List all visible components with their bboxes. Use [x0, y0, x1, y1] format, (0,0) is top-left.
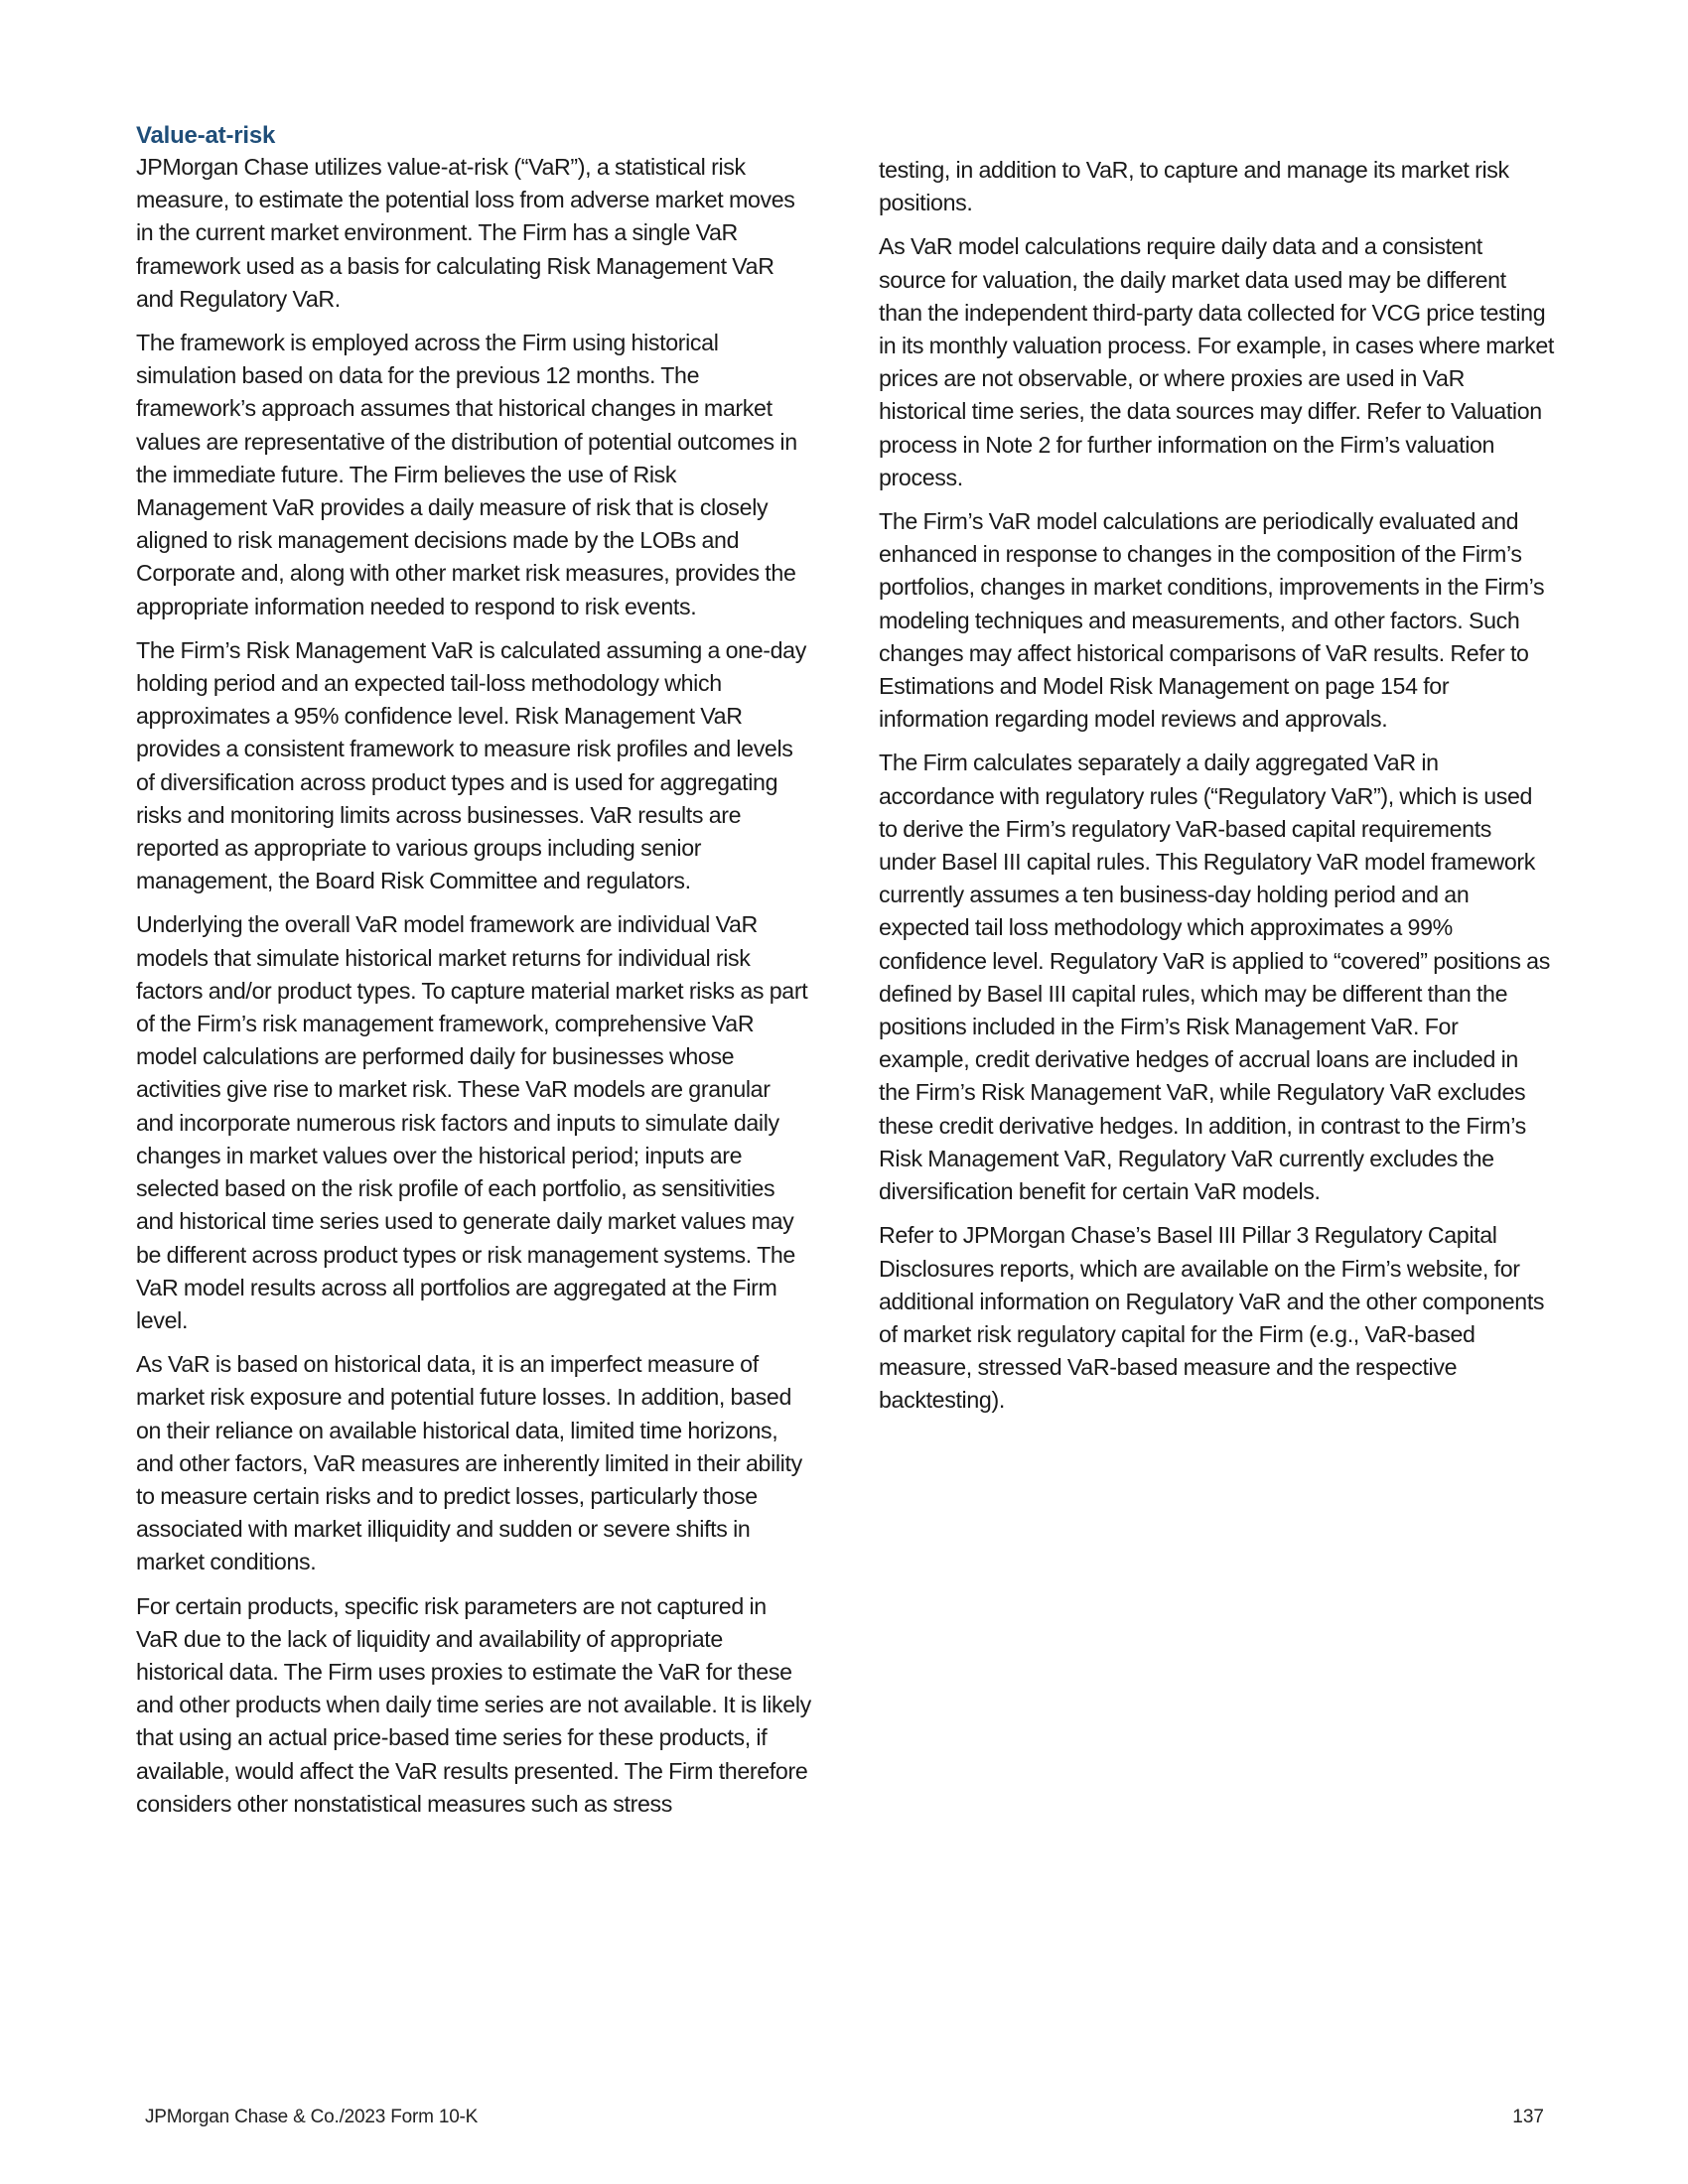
paragraph-var-overview: JPMorgan Chase utilizes value-at-risk (“VaR”), a statistical risk measure, to estimate the potential loss from adverse market moves in the current market environment. The Firm has a single VaR framework used as a basis for calculating Risk Management VaR and Regulatory VaR. [136, 154, 795, 312]
right-column [879, 154, 1554, 1429]
paragraph-model-evaluation: The Firm’s VaR model calculations are periodically evaluated and enhanced in response to changes in the composition of the Firm’s portfolios, changes in market conditions, improvements in the Firm’s modeling techniques and measurements, and other factors. Such changes may affect historical comparisons of VaR results. Refer to Estimations and Model Risk Management on page 154 for information regarding model reviews and approvals. [879, 508, 1545, 733]
left-column [136, 121, 811, 1832]
paragraph-regulatory-var: The Firm calculates separately a daily aggregated VaR in accordance with regulatory rules (“Regulatory VaR”), which is used to derive the Firm’s regulatory VaR-based capital requirements under Basel III capital rules. This Regulatory VaR model framework currently assumes a ten business-day holding period and an expected tail loss methodology which approximates a 99% confidence level. Regulatory VaR is applied to “covered” positions as defined by Basel III capital rules, which may be different than the positions included in the Firm’s Risk Management VaR. For example, credit derivative hedges of accrual loans are included in the Firm’s Risk Management VaR, while Regulatory VaR excludes these credit derivative hedges. In addition, in contrast to the Firm’s Risk Management VaR, Regulatory VaR currently excludes the diversification benefit for certain VaR models. [879, 750, 1550, 1205]
paragraph-risk-management-var: The Firm’s Risk Management VaR is calculated assuming a one-day holding period and an expected tail-loss methodology which approximates a 95% confidence level. Risk Management VaR provides a consistent framework to measure risk profiles and levels of diversification across product types and is used for aggregating risks and monitoring limits across businesses. VaR results are reported as appropriate to various groups including senior management, the Board Risk Committee and regulators. [136, 636, 806, 894]
paragraph-individual-var-models: Underlying the overall VaR model framework are individual VaR models that simulate historical market returns for individual risk factors and/or product types. To capture material market risks as part of the Firm’s risk management framework, comprehensive VaR model calculations are performed daily for businesses whose activities give rise to market risk. These VaR models are granular and incorporate numerous risk factors and inputs to simulate daily changes in market values over the historical period; inputs are selected based on the risk profile of each portfolio, as sensitivities and historical time series used to generate daily market values may be different across product types or risk management systems. The VaR model results across all portfolios are aggregated at the Firm level. [136, 911, 808, 1333]
paragraph-proxies: For certain products, specific risk parameters are not captured in VaR due to the lack of liquidity and availability of appropriate historical data. The Firm uses proxies to estimate the VaR for these and other products when daily time series are not available. It is likely that using an actual price-based time series for these products, if available, would affect the VaR results presented. The Firm therefore considers other nonstatistical measures such as stress [136, 1592, 811, 1817]
paragraph-pillar3-reference: Refer to JPMorgan Chase’s Basel III Pillar 3 Regulatory Capital Disclosures reports, which are available on the Firm’s website, for additional information on Regulatory VaR and the other components of market risk regulatory capital for the Firm (e.g., VaR-based measure, stressed VaR-based measure and the respective backtesting). [879, 1222, 1545, 1414]
paragraph-framework: The framework is employed across the Firm using historical simulation based on data for the previous 12 months. The framework’s approach assumes that historical changes in market values are representative of the distribution of potential outcomes in the immediate future. The Firm believes the use of Risk Management VaR provides a daily measure of risk that is closely aligned to risk management decisions made by the LOBs and Corporate and, along with other market risk measures, provides the appropriate information needed to respond to risk events. [136, 330, 797, 619]
section-heading: Value-at-risk [136, 122, 276, 149]
paragraph-var-limitations: As VaR is based on historical data, it is an imperfect measure of market risk exposure and potential future losses. In addition, based on their reliance on available historical data, limited time horizons, and other factors, VaR measures are inherently limited in their ability to measure certain risks and to predict losses, particularly those associated with market illiquidity and sudden or severe shifts in market conditions. [136, 1351, 802, 1575]
paragraph-stress-testing-continued: testing, in addition to VaR, to capture and manage its market risk positions. [879, 157, 1509, 216]
paragraph-market-data-sources: As VaR model calculations require daily data and a consistent source for valuation, the daily market data used may be different than the independent third-party data collected for VCG price testing in its monthly valuation process. For example, in cases where market prices are not observable, or where proxies are used in VaR historical time series, the data sources may differ. Refer to Valuation process in Note 2 for further information on the Firm’s valuation process. [879, 233, 1555, 490]
footer-page-number: 137 [1512, 2107, 1544, 2127]
footer-document-label: JPMorgan Chase & Co./2023 Form 10-K [145, 2107, 479, 2127]
